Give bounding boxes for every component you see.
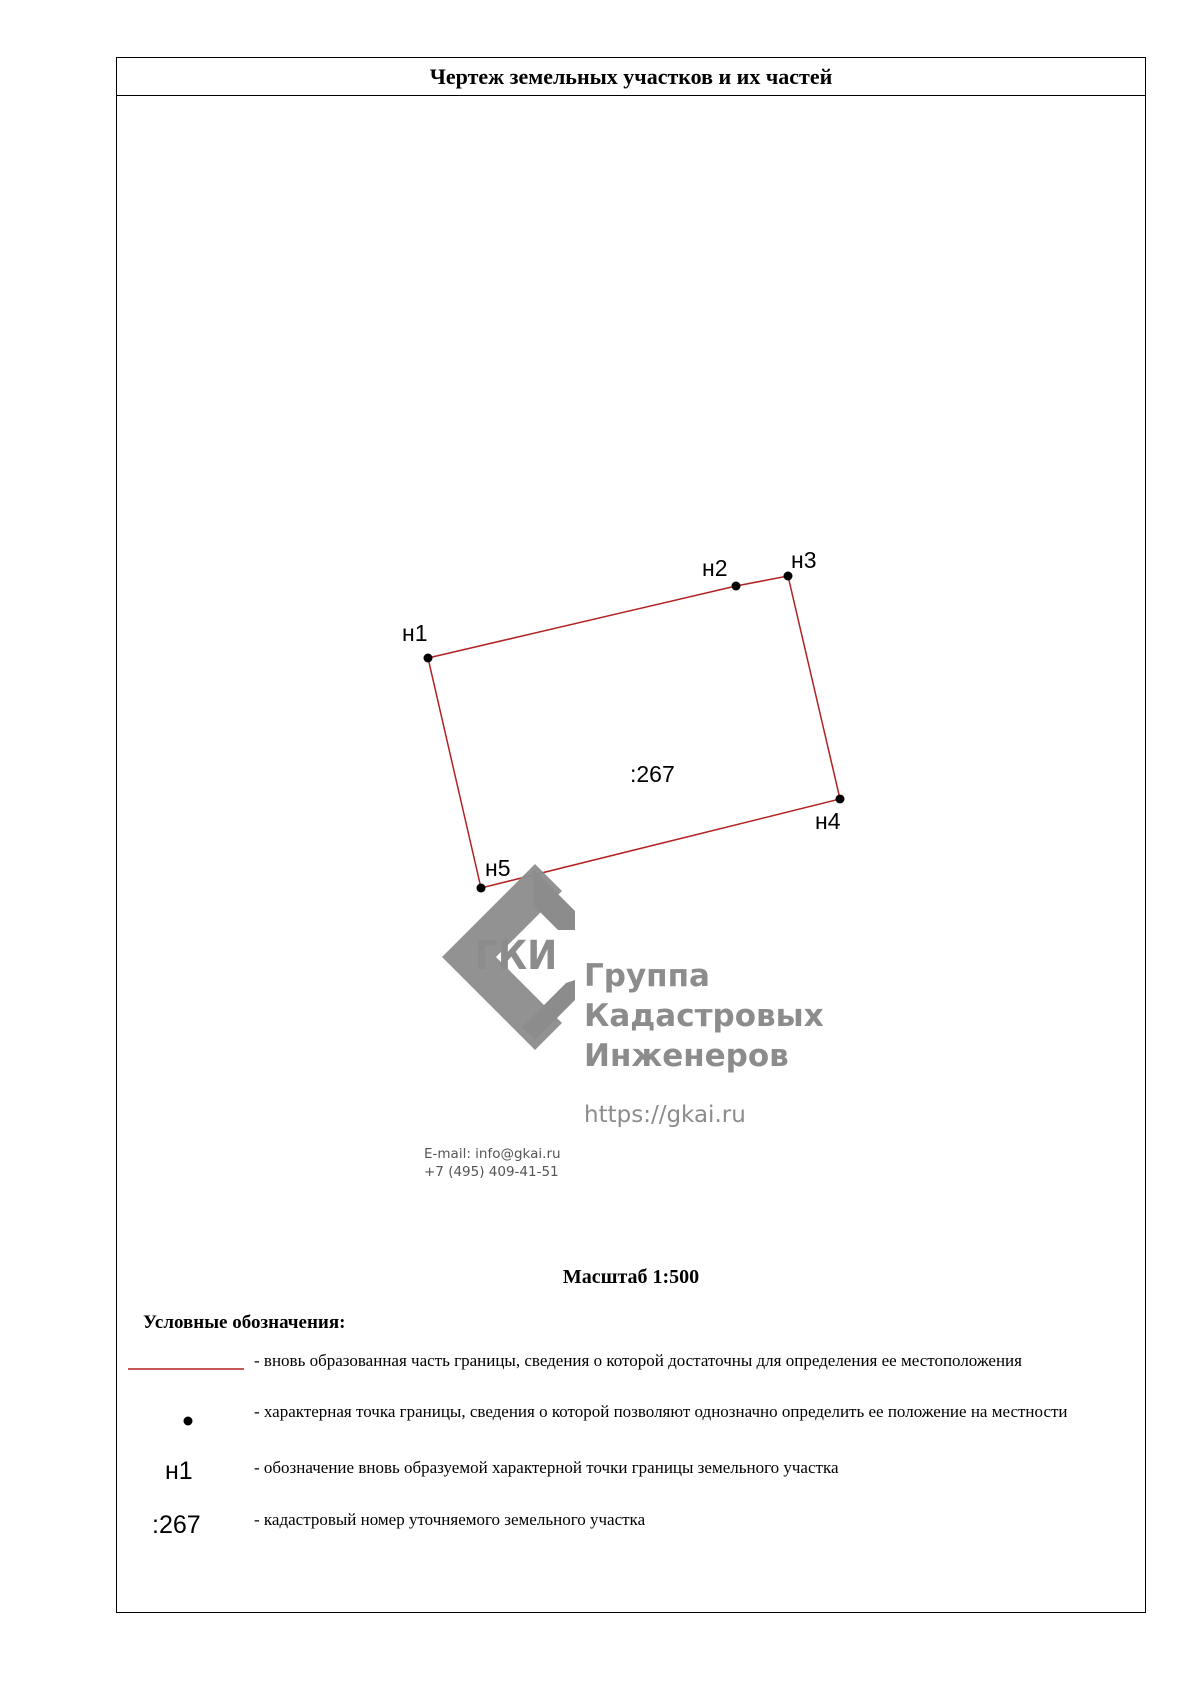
document-title: Чертеж земельных участков и их частей	[117, 58, 1145, 96]
point-label-n2: н2	[702, 555, 728, 581]
boundary-point-n4	[836, 795, 845, 804]
legend-item-1-text: - вновь образованная часть границы, сведения о которой достаточны для определения ее местоположения	[254, 1351, 1022, 1370]
legend-title: Условные обозначения:	[143, 1312, 346, 1333]
parcel-label: :267	[630, 761, 675, 787]
logo-line-1: Группа	[584, 958, 710, 994]
logo-url: https://gkai.ru	[584, 1102, 746, 1128]
point-label-n4: н4	[815, 808, 841, 834]
point-label-n1: н1	[402, 620, 428, 646]
watermark-email: E-mail: info@gkai.ru	[424, 1146, 561, 1162]
parcel-boundary	[428, 576, 840, 888]
legend-item-3-text: - обозначение вновь образуемой характерной точки границы земельного участка	[254, 1458, 839, 1477]
legend-parcel-label-symbol: :267	[152, 1511, 201, 1539]
boundary-point-n2	[732, 582, 741, 591]
logo-line-3: Инженеров	[584, 1038, 789, 1074]
boundary-point-n5	[477, 884, 486, 893]
scale-label: Масштаб 1:500	[562, 1266, 700, 1288]
gki-logo	[442, 864, 575, 1050]
boundary-point-n1	[424, 654, 433, 663]
legend-item-2-text: - характерная точка границы, сведения о которой позволяют однозначно определить ее положение на местности	[254, 1402, 1068, 1421]
legend-dot-symbol	[184, 1417, 193, 1426]
point-label-n5: н5	[485, 855, 511, 881]
legend-point-label-symbol: н1	[165, 1457, 193, 1485]
logo-line-2: Кадастровых	[584, 998, 824, 1034]
legend-item-4-text: - кадастровый номер уточняемого земельного участка	[254, 1510, 646, 1529]
point-label-n3: н3	[791, 547, 817, 573]
watermark-phone: +7 (495) 409-41-51	[424, 1164, 559, 1180]
logo-abbr: ГКИ	[474, 933, 558, 979]
